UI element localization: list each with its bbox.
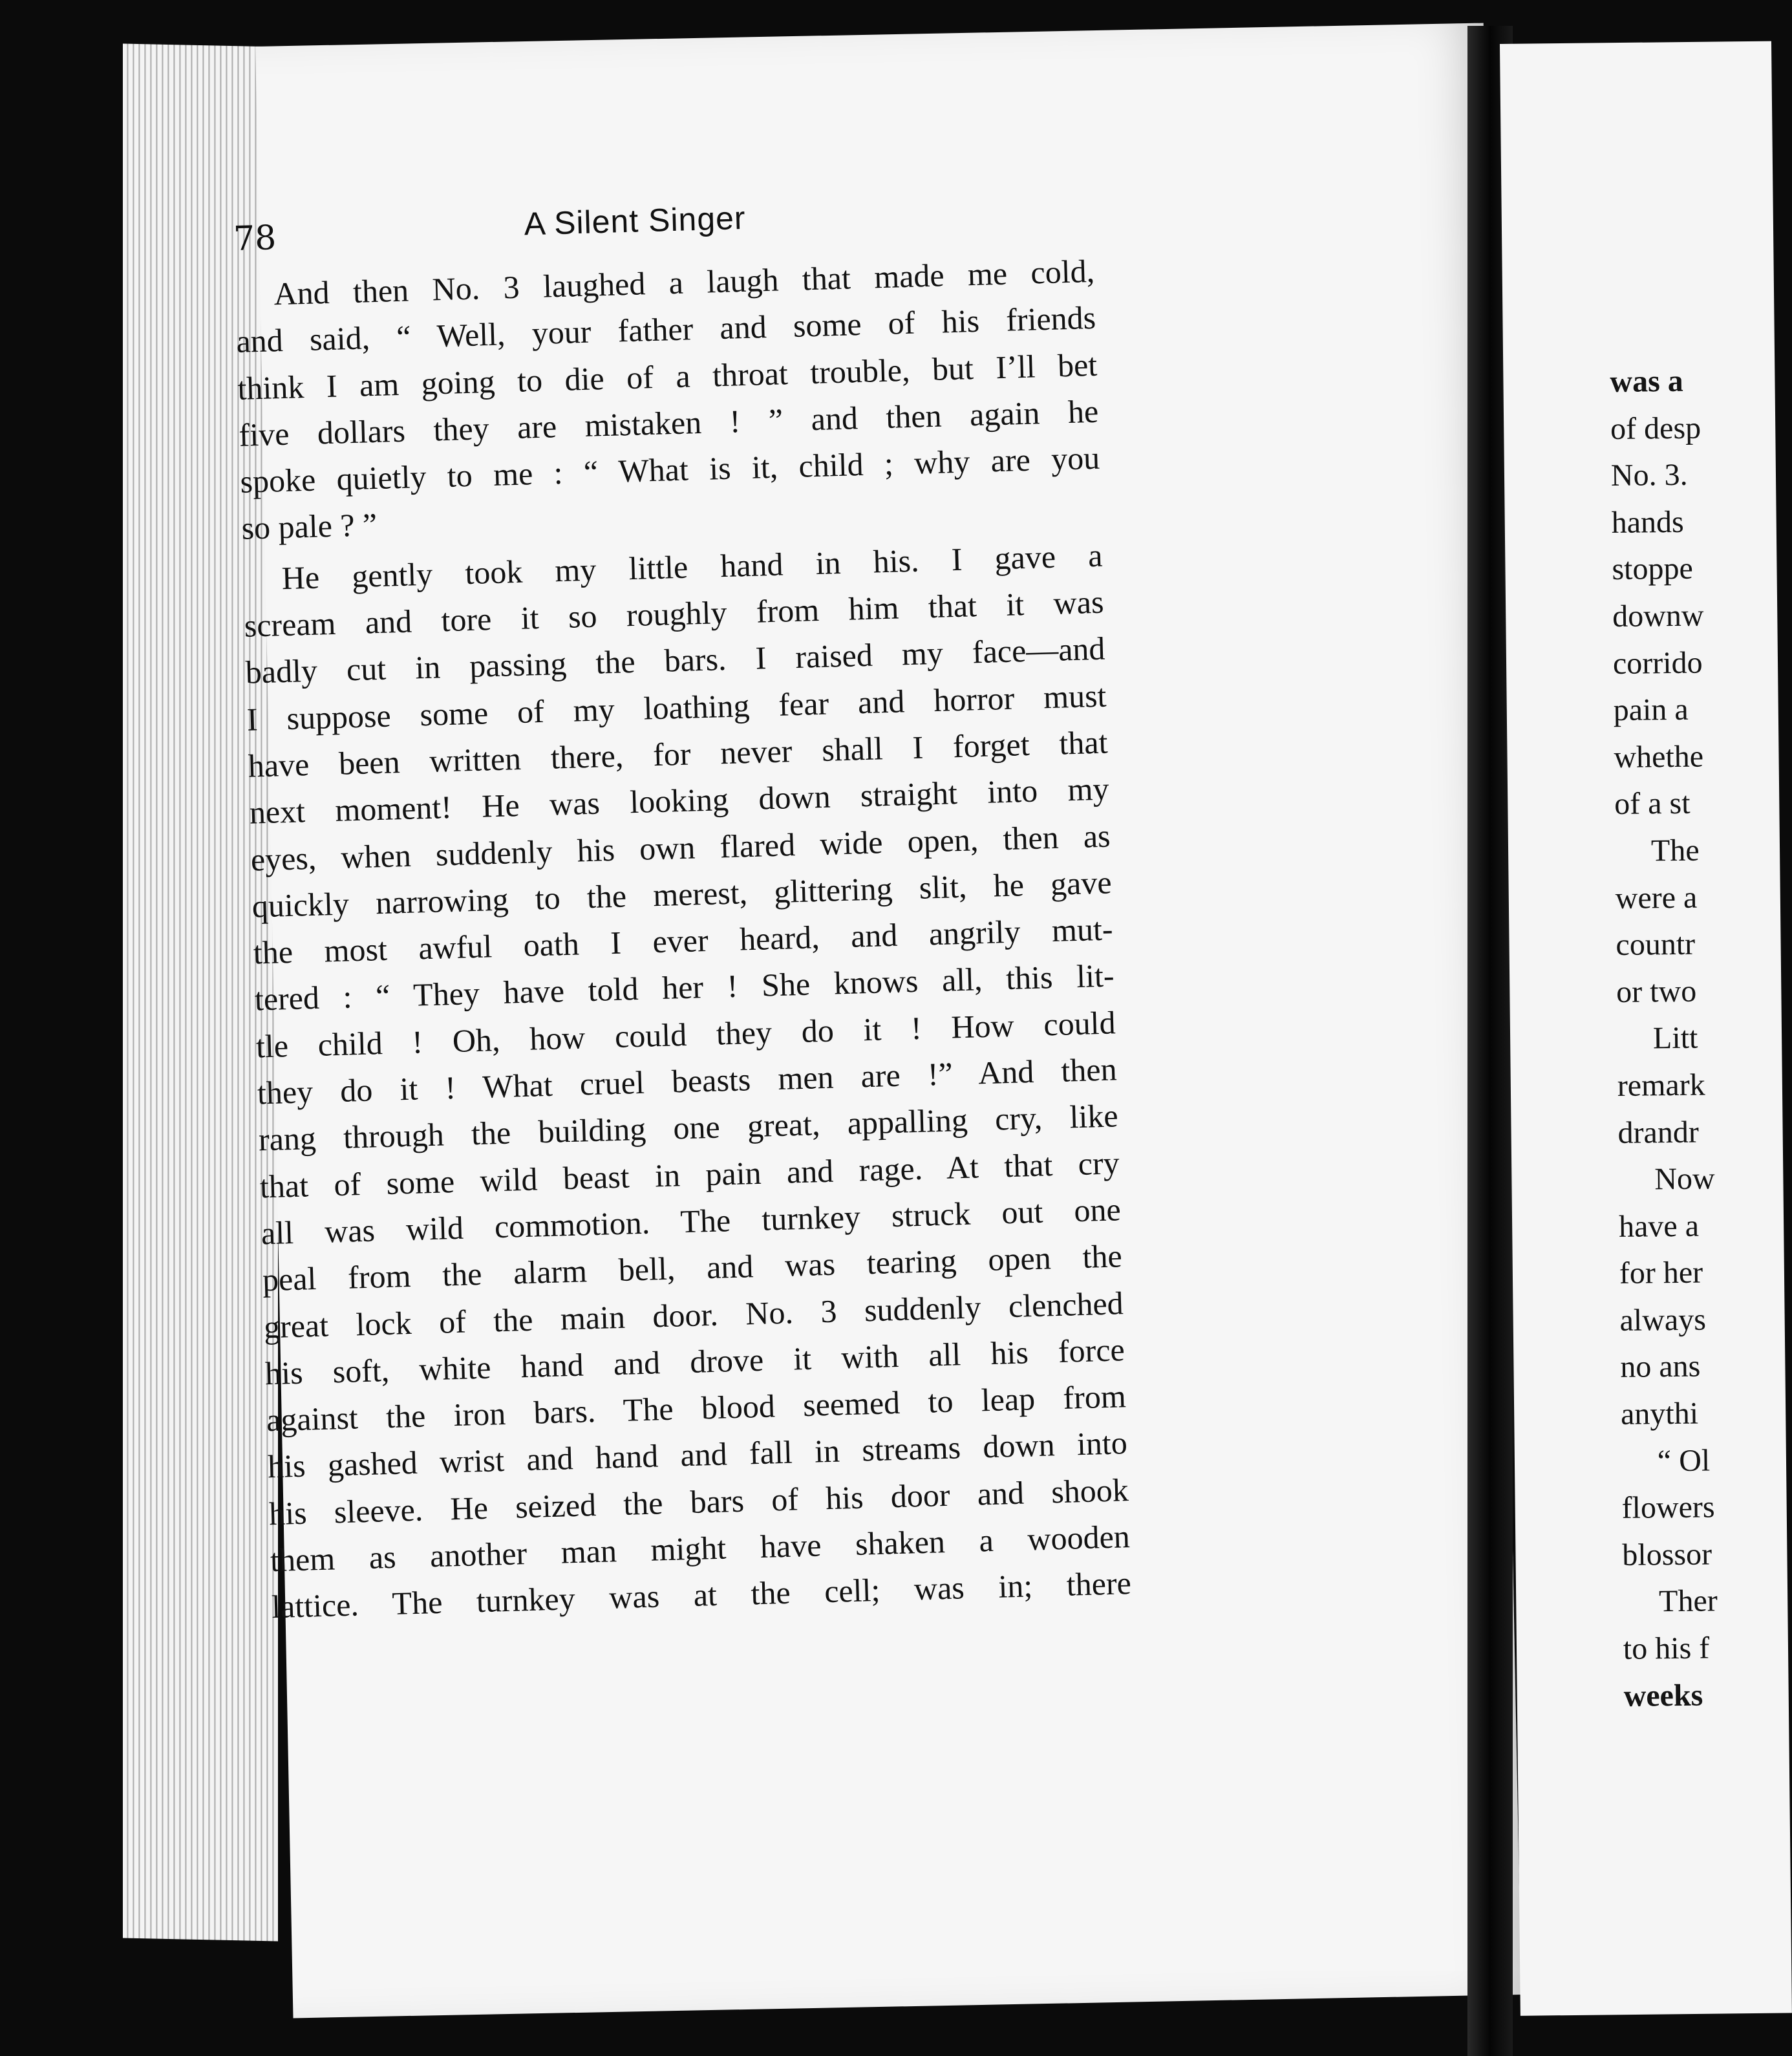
right-page-line-fragment: stoppe: [1612, 551, 1694, 587]
right-page-line-fragment: to his f: [1623, 1631, 1710, 1666]
right-page-line-fragment: were a: [1615, 880, 1698, 916]
right-page-line-fragment: “ Ol: [1657, 1443, 1711, 1478]
right-page-line-fragment: Ther: [1658, 1583, 1718, 1619]
right-page-line-fragment: of desp: [1610, 411, 1701, 446]
text-line: And then No. 3 laughed a laugh that made me cold,: [273, 252, 1095, 312]
text-line: his sleeve. He seized the bars of his door and shook: [268, 1471, 1129, 1532]
text-line: lattice. The turnkey was at the cell; was in; there: [271, 1565, 1132, 1625]
text-line: so pale ? ”: [240, 506, 378, 547]
right-page-line-fragment: blossor: [1622, 1537, 1712, 1572]
right-page-line-fragment: remark: [1617, 1067, 1705, 1103]
text-line: his soft, white hand and drove it with all his force: [264, 1331, 1125, 1392]
right-page-line-fragment: of a st: [1614, 786, 1691, 822]
right-page-line-fragment: always: [1619, 1302, 1707, 1338]
right-page-line-fragment: corrido: [1612, 645, 1703, 681]
text-line: spoke quietly to me : “ What is it, child ; why are you: [239, 439, 1100, 500]
text-line: tle child ! Oh, how could they do it ! How could: [255, 1004, 1116, 1065]
text-line: and said, “ Well, your father and some of his friends: [235, 299, 1096, 360]
text-line: against the iron bars. The blood seemed to leap from: [266, 1378, 1127, 1439]
right-page-line-fragment: Litt: [1652, 1020, 1698, 1056]
right-page-line-fragment: no ans: [1620, 1349, 1701, 1385]
text-line: have been written there, for never shall I forget that: [248, 723, 1109, 784]
text-line: think I am going to die of a throat trouble, but I’ll bet: [237, 346, 1098, 407]
right-page-line-fragment: for her: [1619, 1255, 1703, 1291]
right-page-line-fragment: was a: [1610, 363, 1683, 399]
right-page-line-fragment: whethe: [1614, 739, 1704, 775]
right-page-line-fragment: hands: [1611, 504, 1684, 540]
right-page-line-fragment: or two: [1616, 974, 1697, 1009]
text-line: next moment! He was looking down straight into my: [249, 770, 1110, 831]
text-line: eyes, when suddenly his own flared wide open, then as: [250, 817, 1111, 878]
text-line: they do it ! What cruel beasts men are !” And then: [257, 1051, 1118, 1111]
right-page-line-fragment: No. 3.: [1610, 457, 1688, 493]
right-page-text-fragments: [1610, 358, 1753, 1720]
right-page-line-fragment: pain a: [1613, 692, 1689, 728]
text-line: great lock of the main door. No. 3 suddenly clenched: [263, 1284, 1124, 1345]
text-line: his gashed wrist and hand and fall in streams down into: [267, 1424, 1128, 1485]
right-page-line-fragment: Now: [1654, 1161, 1715, 1197]
right-page-line-fragment: drandr: [1617, 1115, 1700, 1150]
text-line: five dollars they are mistaken ! ” and then again he: [238, 392, 1099, 453]
text-line: the most awful oath I ever heard, and angrily mut-: [253, 910, 1114, 971]
text-line: tered : “ They have told her ! She knows all, this lit-: [254, 957, 1115, 1018]
page-number: 78: [233, 219, 277, 259]
right-page-line-fragment: downw: [1612, 598, 1704, 634]
text-line: rang through the building one great, appalling cry, like: [258, 1097, 1119, 1158]
body-text: [235, 248, 1132, 1631]
text-line: badly cut in passing the bars. I raised my face—and: [245, 630, 1106, 691]
text-line: them as another man might have shaken a wooden: [270, 1518, 1131, 1579]
right-page-line-fragment: flowers: [1621, 1490, 1715, 1526]
text-line: all was wild commotion. The turnkey struck out one: [261, 1191, 1122, 1252]
right-page-line-fragment: countr: [1616, 926, 1696, 963]
text-line: I suppose some of my loathing fear and horror must: [246, 677, 1107, 738]
text-line: quickly narrowing to the merest, glittering slit, he gave: [251, 864, 1113, 925]
text-line: He gently took my little hand in his. I gave a: [281, 537, 1104, 596]
text-line: that of some wild beast in pain and rage. At that cry: [259, 1144, 1120, 1205]
running-head: A Silent Singer: [523, 199, 747, 242]
right-page-line-fragment: weeks: [1623, 1678, 1703, 1713]
text-line: scream and tore it so roughly from him that it was: [244, 583, 1105, 644]
right-page-line-fragment: anythi: [1620, 1396, 1699, 1431]
right-page-line-fragment: have a: [1618, 1208, 1700, 1244]
text-line: peal from the alarm bell, and was tearing open the: [262, 1237, 1123, 1298]
left-page-text: [233, 189, 1132, 1631]
right-page-line-fragment: The: [1650, 833, 1700, 868]
